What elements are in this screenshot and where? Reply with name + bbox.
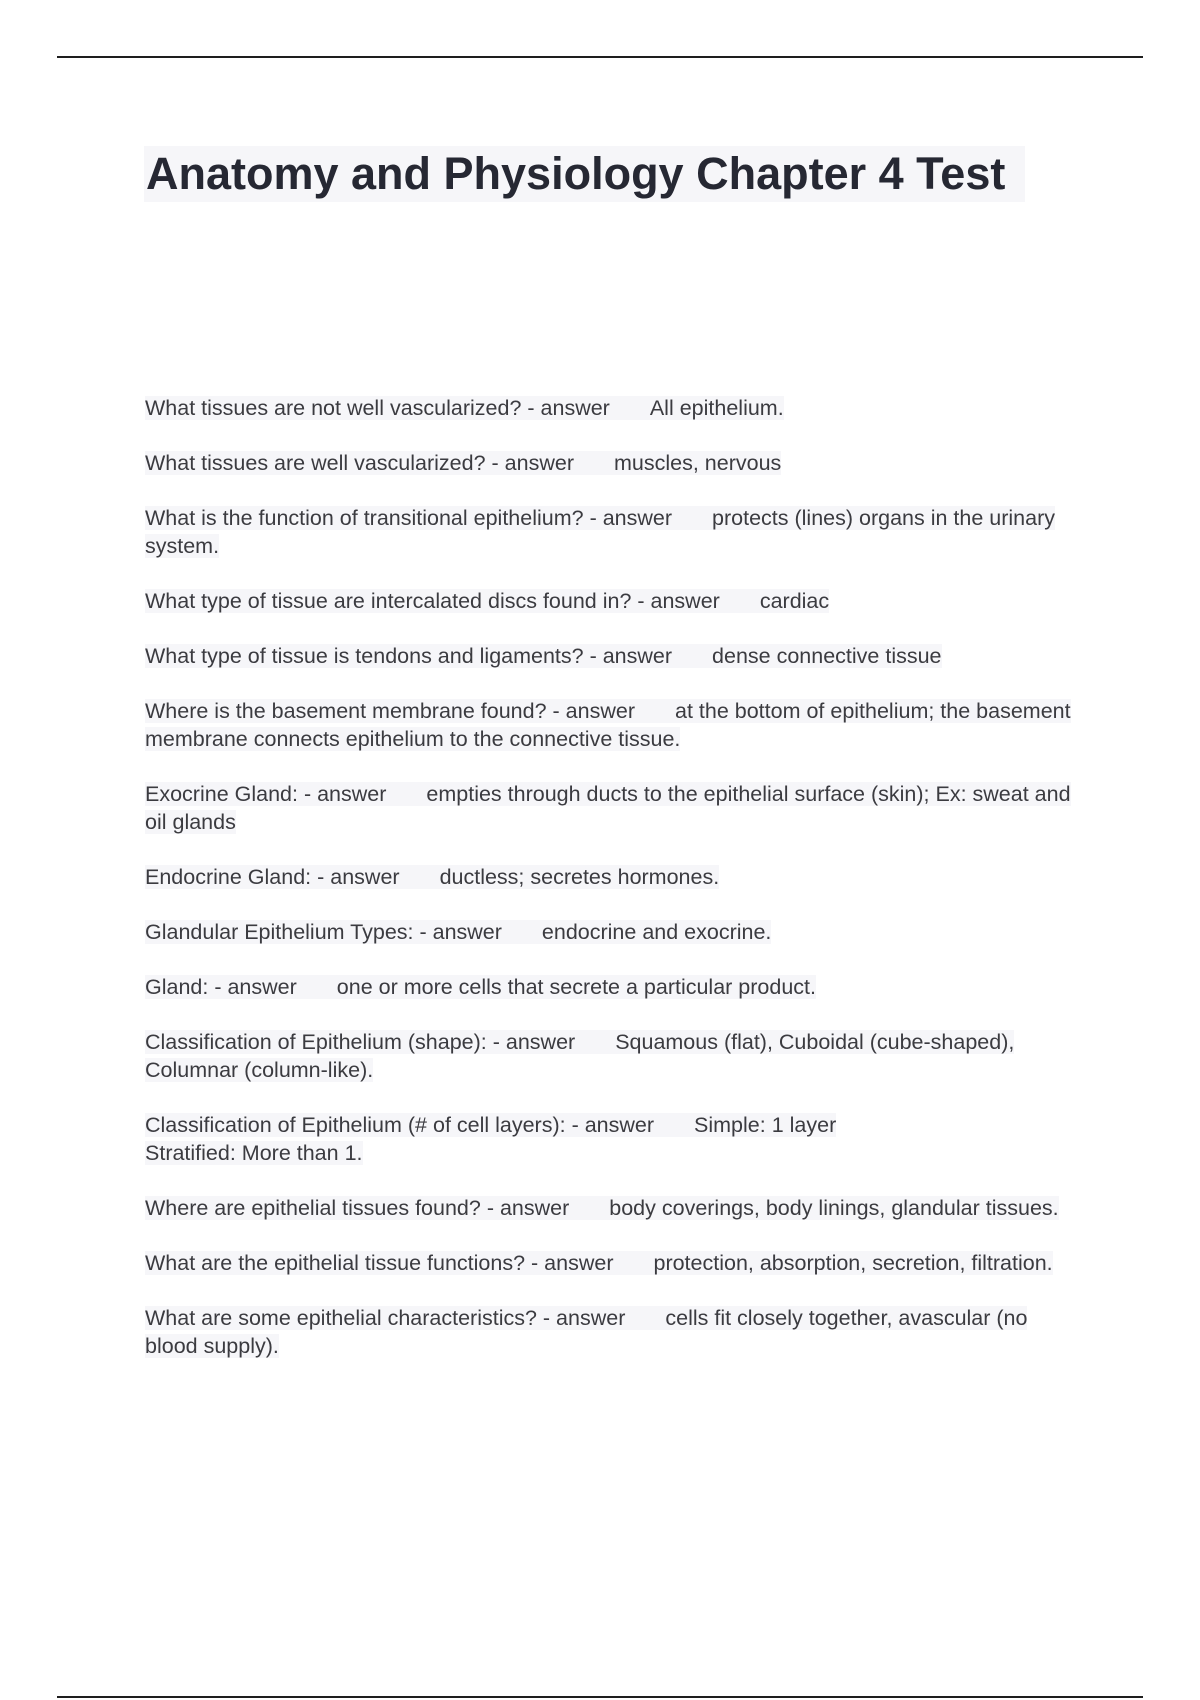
answer: ductless; secretes hormones. xyxy=(439,865,720,889)
page-title: Anatomy and Physiology Chapter 4 Test xyxy=(144,146,1025,202)
answer: muscles, nervous xyxy=(613,451,782,475)
qa-list xyxy=(145,394,1085,1387)
question: What tissues are not well vascularized? xyxy=(145,396,522,420)
answer-separator: - answer xyxy=(521,396,610,420)
question: Gland: xyxy=(145,975,209,999)
answer-separator: - answer xyxy=(631,589,720,613)
answer-separator: - answer xyxy=(208,975,297,999)
answer: All epithelium. xyxy=(649,396,784,420)
answer-continuation: Stratified: More than 1. xyxy=(145,1141,363,1165)
answer-separator: - answer xyxy=(480,1196,570,1220)
question: What type of tissue are intercalated discs found in? xyxy=(145,589,632,613)
answer-separator: - answer xyxy=(546,699,635,723)
question: What type of tissue is tendons and ligaments? xyxy=(145,644,584,668)
answer: one or more cells that secrete a particular product. xyxy=(336,975,816,999)
question: What tissues are well vascularized? xyxy=(145,451,486,475)
question: Exocrine Gland: xyxy=(145,782,298,806)
qa-item xyxy=(145,1111,1085,1167)
answer: protection, absorption, secretion, filtration. xyxy=(653,1251,1053,1275)
qa-item xyxy=(145,1249,1085,1277)
question: What are some epithelial characteristics? xyxy=(145,1306,537,1330)
answer: Simple: 1 layer xyxy=(694,1113,837,1137)
qa-item xyxy=(145,1194,1085,1222)
answer: empties through ducts to the epithelial surface (skin); Ex: sweat and oil glands xyxy=(145,782,1071,834)
qa-item xyxy=(145,449,1085,477)
answer: at the bottom of epithelium; the basement membrane connects epithelium to the connective tissue. xyxy=(145,699,1071,751)
qa-item xyxy=(145,697,1085,753)
qa-item xyxy=(145,587,1085,615)
answer: protects (lines) organs in the urinary system. xyxy=(145,506,1055,558)
qa-item xyxy=(145,780,1085,836)
qa-item xyxy=(145,1304,1085,1360)
question: Classification of Epithelium (# of cell layers): xyxy=(145,1113,566,1137)
question: Where are epithelial tissues found? xyxy=(145,1196,481,1220)
question: Endocrine Gland: xyxy=(145,865,312,889)
qa-item xyxy=(145,973,1085,1001)
top-rule xyxy=(57,56,1143,58)
qa-item xyxy=(145,918,1085,946)
question: What is the function of transitional epithelium? xyxy=(145,506,584,530)
answer: body coverings, body linings, glandular tissues. xyxy=(609,1196,1059,1220)
qa-item xyxy=(145,504,1085,560)
qa-item xyxy=(145,642,1085,670)
answer-separator: - answer xyxy=(311,865,400,889)
question: Classification of Epithelium (shape): xyxy=(145,1030,487,1054)
answer: Squamous (flat), Cuboidal (cube-shaped), Columnar (column-like). xyxy=(145,1030,1015,1082)
answer: dense connective tissue xyxy=(712,644,942,668)
answer: endocrine and exocrine. xyxy=(541,920,772,944)
question: Glandular Epithelium Types: xyxy=(145,920,414,944)
question: Where is the basement membrane found? xyxy=(145,699,547,723)
answer-separator: - answer xyxy=(413,920,502,944)
answer-separator: - answer xyxy=(583,644,673,668)
bottom-rule xyxy=(57,1696,1143,1698)
answer-separator: - answer xyxy=(525,1251,614,1275)
answer-separator: - answer xyxy=(485,451,574,475)
answer-separator: - answer xyxy=(565,1113,655,1137)
answer: cardiac xyxy=(759,589,830,613)
qa-item xyxy=(145,863,1085,891)
answer-separator: - answer xyxy=(536,1306,626,1330)
answer-separator: - answer xyxy=(583,506,673,530)
answer-separator: - answer xyxy=(486,1030,576,1054)
answer: cells fit closely together, avascular (no blood supply). xyxy=(145,1306,1028,1358)
qa-item xyxy=(145,394,1085,422)
qa-item xyxy=(145,1028,1085,1084)
answer-separator: - answer xyxy=(297,782,387,806)
question: What are the epithelial tissue functions? xyxy=(145,1251,526,1275)
